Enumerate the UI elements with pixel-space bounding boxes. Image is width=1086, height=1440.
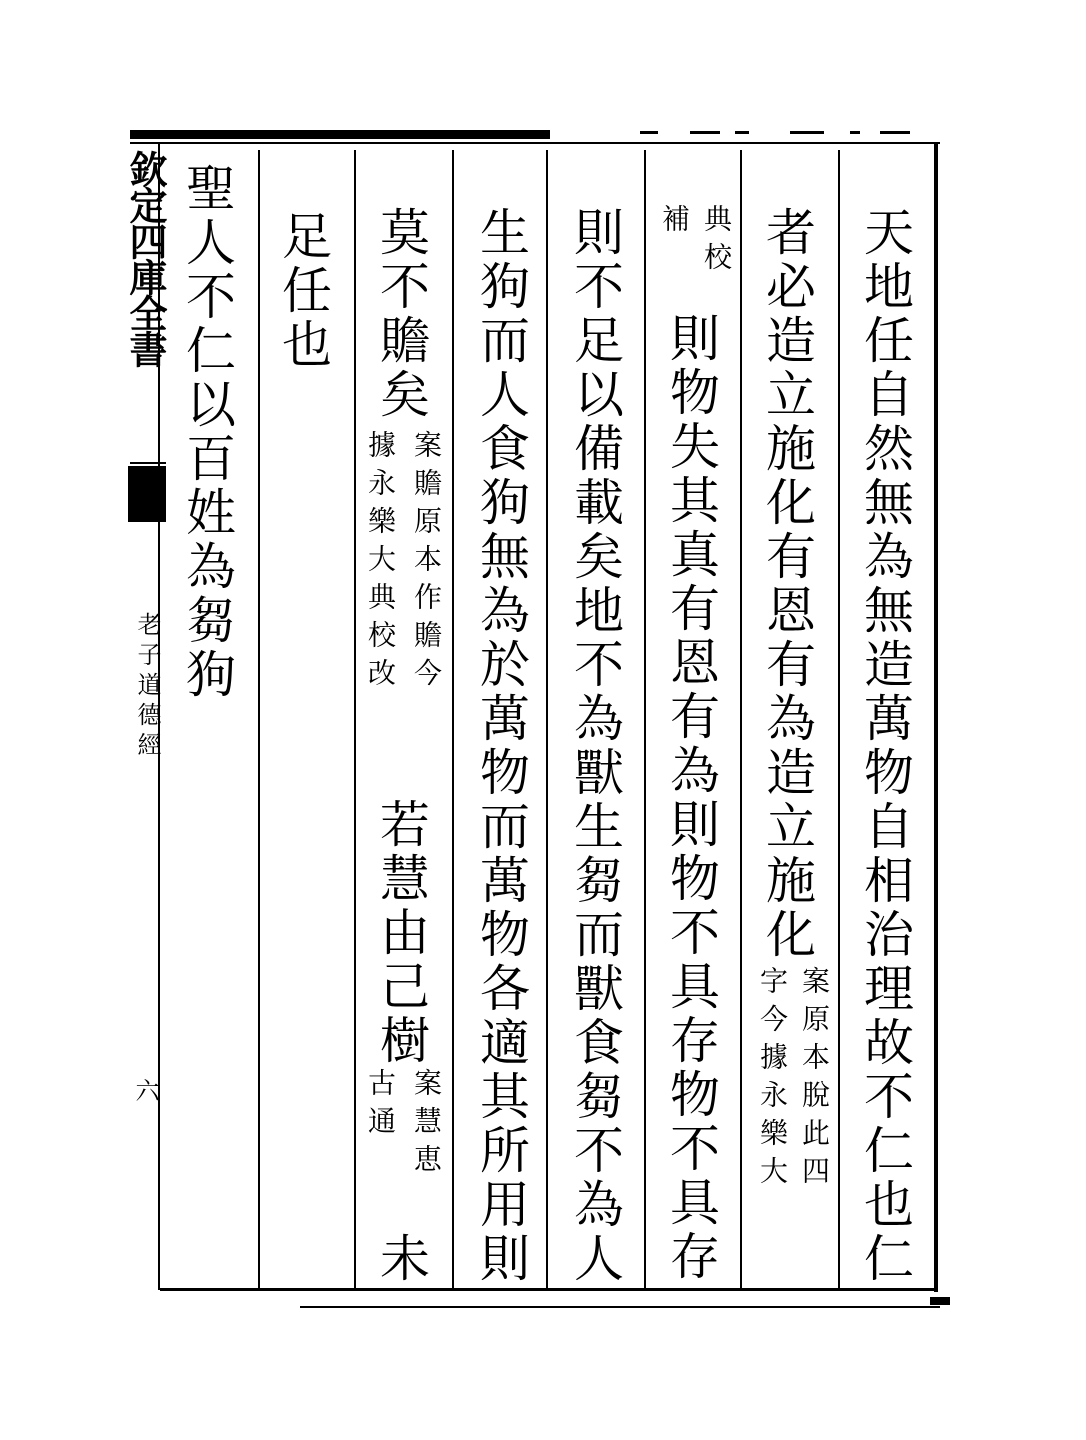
- fishtail-mark: [128, 466, 166, 522]
- bottom-edge-line: [300, 1306, 940, 1308]
- column-divider: [644, 150, 646, 1290]
- top-border-thin: [130, 142, 940, 144]
- text-column-7: 足任也: [274, 210, 332, 372]
- top-dash: [790, 131, 824, 134]
- right-border: [934, 142, 938, 1292]
- top-dash: [640, 131, 658, 134]
- page-number: 六: [131, 1078, 159, 1102]
- text-column-1: 天地任自然無為無造萬物自相治理故不仁也仁: [856, 206, 914, 1286]
- text-column-8: 聖人不仁以百姓為芻狗: [178, 162, 236, 702]
- text-column-5: 生狗而人食狗無為於萬物而萬物各適其所用則: [472, 206, 530, 1286]
- column-divider: [740, 150, 742, 1290]
- text-column-6-note-b2: 古通: [364, 1068, 397, 1144]
- text-column-3-main: 則物失其真有恩有為則物不具存物不具存: [662, 312, 720, 1284]
- text-column-6-note-b1: 案慧恵: [410, 1068, 443, 1182]
- top-dash: [690, 131, 720, 134]
- book-title: 欽定四庫全書: [123, 150, 168, 366]
- column-divider: [354, 150, 356, 1290]
- text-column-4: 則不足以備載矣地不為獸生芻而獸食芻不為人: [566, 206, 624, 1286]
- text-column-6-note-a1: 案贍原本作贍今: [410, 430, 443, 696]
- text-column-6-main-a: 莫不贍矣: [372, 206, 430, 422]
- column-divider: [452, 150, 454, 1290]
- top-dash: [735, 131, 749, 134]
- column-divider: [258, 150, 260, 1290]
- text-column-2-main: 者必造立施化有恩有為造立施化: [758, 206, 816, 962]
- bottom-corner-block: [930, 1297, 950, 1305]
- text-column-6-note-a2: 據永樂大典校改: [364, 430, 397, 696]
- chapter-title: 老子道德經: [133, 612, 161, 762]
- text-column-6-main-b: 若慧由己樹: [372, 798, 430, 1068]
- top-dash: [880, 131, 910, 134]
- text-column-2-note-a: 案原本脫此四: [798, 966, 831, 1194]
- bottom-border: [160, 1288, 936, 1291]
- spine-divider: [130, 462, 166, 464]
- text-column-2-note-b: 字今據永樂大: [756, 966, 789, 1194]
- top-border: [130, 130, 550, 139]
- top-dash: [850, 131, 860, 134]
- text-column-6-main-c: 未: [372, 1232, 430, 1286]
- column-divider: [838, 150, 840, 1290]
- text-column-3-note-a: 典校: [700, 204, 733, 280]
- text-column-3-note-b: 補: [658, 204, 691, 242]
- column-divider: [546, 150, 548, 1290]
